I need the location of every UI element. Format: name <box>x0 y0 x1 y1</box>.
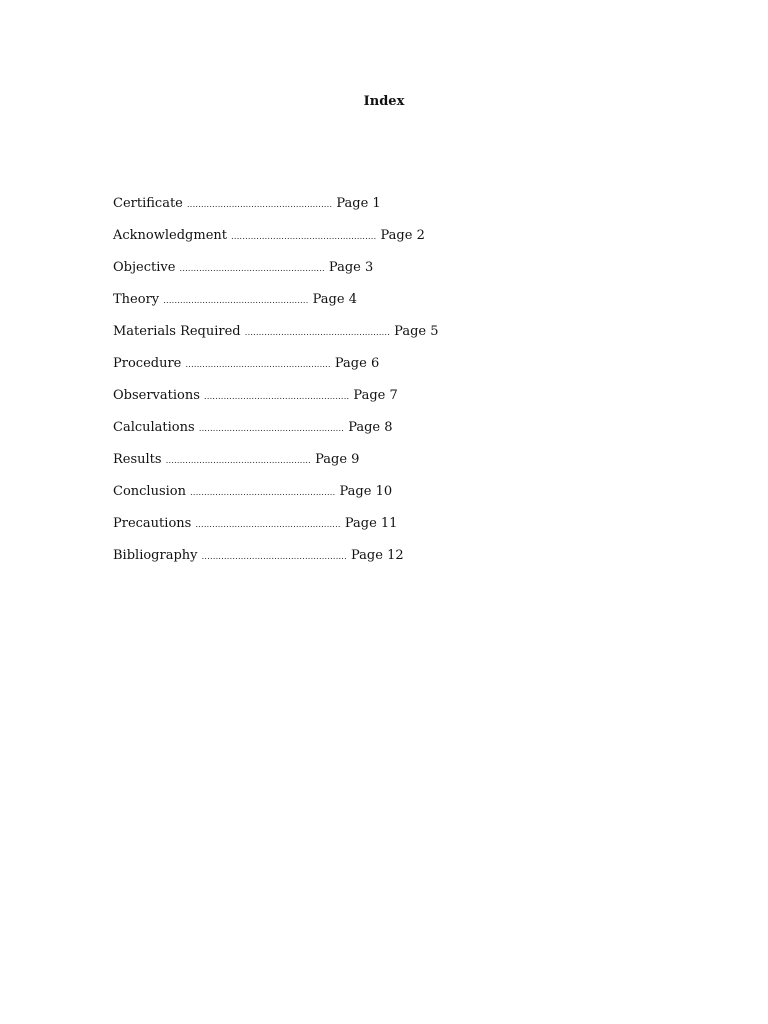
toc-entry-label: Precautions <box>113 516 192 531</box>
dot-leader: .................................................... <box>163 296 309 305</box>
toc-entry-materials-required <box>113 323 439 355</box>
dot-leader: .................................................... <box>187 200 333 209</box>
toc-entry-page: Page 3 <box>328 260 374 275</box>
toc-entry-page: Page 11 <box>344 516 398 531</box>
toc-entry-label: Theory <box>113 292 160 307</box>
toc-entry-page: Page 5 <box>394 324 439 339</box>
toc-entry-page: Page 10 <box>339 484 393 499</box>
toc-entry-page: Page 2 <box>380 228 425 243</box>
toc-entry-objective <box>113 259 439 291</box>
dot-leader: .................................................... <box>195 520 341 529</box>
toc-entry-page: Page 1 <box>336 196 381 211</box>
toc-entry-label: Acknowledgment <box>113 228 227 243</box>
toc-entry-page: Page 9 <box>315 452 360 467</box>
toc-entry-label: Certificate <box>113 196 183 211</box>
dot-leader: .................................................... <box>185 360 331 369</box>
dot-leader: .................................................... <box>190 488 336 497</box>
toc-entry-label: Results <box>113 452 162 467</box>
toc-entry-page: Page 8 <box>348 420 393 435</box>
dot-leader: .................................................... <box>204 392 350 401</box>
dot-leader: .................................................... <box>201 552 347 561</box>
toc-entry-theory <box>113 291 439 323</box>
dot-leader: .................................................... <box>198 424 345 433</box>
table-of-contents <box>113 195 439 579</box>
toc-entry-conclusion <box>113 483 439 515</box>
page-title: Index <box>363 94 405 109</box>
dot-leader: .................................................... <box>244 328 391 337</box>
toc-entry-page: Page 4 <box>312 292 357 307</box>
toc-entry-observations <box>113 387 439 419</box>
dot-leader: .................................................... <box>231 232 377 241</box>
toc-entry-procedure <box>113 355 439 387</box>
toc-entry-bibliography <box>113 547 439 579</box>
toc-entry-calculations <box>113 419 439 451</box>
toc-entry-page: Page 7 <box>353 388 398 403</box>
toc-entry-results <box>113 451 439 483</box>
toc-entry-label: Conclusion <box>113 484 186 499</box>
toc-entry-label: Procedure <box>113 356 182 371</box>
dot-leader: .................................................... <box>179 264 325 273</box>
toc-entry-label: Objective <box>113 260 176 275</box>
toc-entry-label: Bibliography <box>113 548 198 563</box>
toc-entry-label: Materials Required <box>113 324 241 339</box>
toc-entry-page: Page 6 <box>334 356 380 371</box>
toc-entry-label: Observations <box>113 388 200 403</box>
toc-entry-label: Calculations <box>113 420 195 435</box>
toc-entry-precautions <box>113 515 439 547</box>
toc-entry-acknowledgment <box>113 227 439 259</box>
dot-leader: .................................................... <box>165 456 311 465</box>
toc-entry-page: Page 12 <box>351 548 404 563</box>
toc-entry-certificate <box>113 195 439 227</box>
